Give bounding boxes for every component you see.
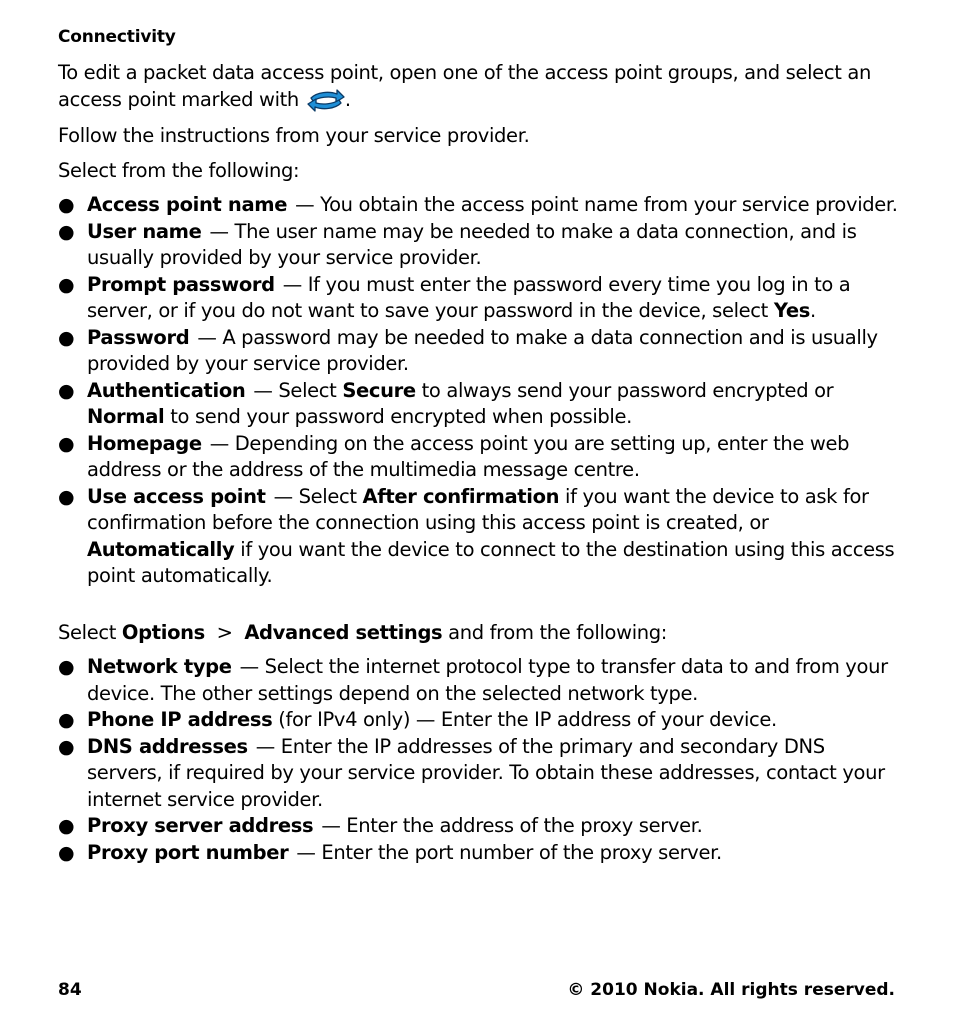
- options-menu-label: Options: [121, 621, 205, 644]
- term: User name: [87, 219, 202, 243]
- term: DNS addresses: [87, 734, 248, 758]
- menu-separator: >: [216, 621, 233, 644]
- term: Use access point: [87, 484, 266, 508]
- list-item-proxy-port-number: [58, 840, 900, 867]
- description-mid: if you want the device to ask for confirmation before the connection using this access point is created, or: [87, 484, 869, 534]
- section-title: Connectivity: [58, 27, 176, 47]
- description: — Depending on the access point you are setting up, enter the web address or the address of the multimedia message centre.: [87, 431, 850, 481]
- description: — Select: [253, 378, 337, 402]
- bullet: ●: [58, 432, 75, 455]
- intro-paragraph: [58, 60, 900, 114]
- term: Password: [87, 325, 190, 349]
- description-end: .: [809, 299, 816, 322]
- list-item-prompt-password: [58, 272, 900, 325]
- term: Prompt password: [87, 272, 275, 296]
- list-item-password: [58, 325, 900, 378]
- term: Phone IP address: [87, 708, 273, 731]
- description: — Select: [273, 484, 357, 508]
- list-item-dns-addresses: [58, 734, 900, 814]
- bullet: ●: [58, 194, 75, 216]
- bullet: ●: [58, 273, 75, 296]
- bullet: ●: [58, 485, 75, 508]
- bullet: ●: [58, 735, 75, 758]
- bullet: ●: [58, 379, 75, 402]
- instructions-paragraph: Follow the instructions from your service provider.: [58, 124, 530, 147]
- access-point-settings-list: [58, 192, 900, 590]
- bullet: ●: [58, 815, 75, 837]
- and-from-text: and from the following:: [448, 621, 668, 644]
- copyright-notice: © 2010 Nokia. All rights reserved.: [567, 980, 895, 1000]
- bullet: ●: [58, 220, 75, 243]
- description-mid: to always send your password encrypted or: [421, 378, 834, 402]
- list-item-authentication: [58, 378, 900, 431]
- list-item-network-type: [58, 654, 900, 707]
- term: Access point name: [87, 193, 288, 216]
- description: — Enter the IP addresses of the primary and secondary DNS servers, if required by your service provider. To obtain these addresses, contact your internet service provider.: [87, 734, 885, 811]
- list-item-homepage: [58, 431, 900, 484]
- page-number: 84: [58, 980, 82, 1000]
- term: Homepage: [87, 431, 202, 455]
- list-item-phone-ip-address: [58, 707, 900, 734]
- description: — Enter the address of the proxy server.: [321, 814, 703, 837]
- description: — The user name may be needed to make a data connection, and is usually provided by your service provider.: [87, 219, 857, 269]
- packet-data-access-point-icon: [307, 88, 345, 114]
- description-end: to send your password encrypted when possible.: [170, 405, 632, 428]
- bullet: ●: [58, 656, 75, 678]
- list-item-proxy-server-address: [58, 813, 900, 840]
- advanced-settings-paragraph: [58, 620, 667, 647]
- term: Network type: [87, 655, 232, 678]
- option-secure: Secure: [342, 378, 416, 402]
- bullet: ●: [58, 709, 75, 731]
- select-from-paragraph: Select from the following:: [58, 159, 300, 182]
- description: — Select the internet protocol type to transfer data to and from your device. The other settings depend on the selected network type.: [87, 655, 888, 705]
- advanced-settings-list: [58, 654, 900, 866]
- description-end: if you want the device to connect to the destination using this access point automatically.: [87, 537, 895, 587]
- option-normal: Normal: [87, 405, 165, 428]
- list-item-use-access-point: [58, 484, 900, 590]
- bullet: ●: [58, 841, 75, 864]
- advanced-settings-label: Advanced settings: [244, 621, 443, 644]
- list-item-user-name: [58, 219, 900, 272]
- intro-text: To edit a packet data access point, open one of the access point groups, and select an access point marked with: [58, 61, 871, 111]
- description: — If you must enter the password every time you log in to a server, or if you do not want to save your password in the device, select: [87, 272, 851, 322]
- description: — A password may be needed to make a data connection and is usually provided by your service provider.: [87, 325, 878, 375]
- term: Authentication: [87, 378, 246, 402]
- bullet: ●: [58, 326, 75, 349]
- description: — Enter the port number of the proxy server.: [296, 840, 722, 864]
- term: Proxy port number: [87, 840, 289, 864]
- list-item-access-point-name: [58, 192, 900, 219]
- intro-text-end: .: [344, 87, 351, 111]
- description: (for IPv4 only) — Enter the IP address of your device.: [278, 708, 777, 731]
- option-yes: Yes: [773, 299, 810, 322]
- term: Proxy server address: [87, 814, 314, 837]
- option-after-confirmation: After confirmation: [362, 484, 560, 508]
- select-text: Select: [58, 621, 117, 644]
- option-automatically: Automatically: [87, 537, 235, 561]
- description: — You obtain the access point name from your service provider.: [295, 193, 898, 216]
